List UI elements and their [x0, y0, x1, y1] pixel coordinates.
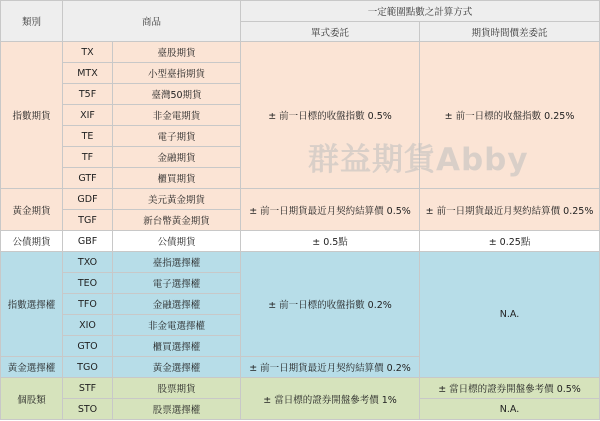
product-code: STO — [63, 399, 113, 420]
product-code: XIO — [63, 315, 113, 336]
product-code: TX — [63, 42, 113, 63]
product-name: 非金電期貨 — [113, 105, 241, 126]
calc-spread-gold-futures: ± 前一日期貨最近月契約結算價 0.25% — [420, 189, 600, 231]
calc-single-gold-futures: ± 前一日期貨最近月契約結算價 0.5% — [241, 189, 420, 231]
product-name: 金融期貨 — [113, 147, 241, 168]
product-name: 臺灣50期貨 — [113, 84, 241, 105]
header-single-order: 單式委託 — [241, 22, 420, 42]
product-name: 櫃買期貨 — [113, 168, 241, 189]
product-code: GDF — [63, 189, 113, 210]
product-code: TEO — [63, 273, 113, 294]
calc-spread-stock-options: N.A. — [420, 399, 600, 420]
product-code: TGO — [63, 357, 113, 378]
product-name: 股票選擇權 — [113, 399, 241, 420]
header-product: 商品 — [63, 1, 241, 42]
product-name: 櫃買選擇權 — [113, 336, 241, 357]
header-calc-method: 一定範圍點數之計算方式 — [241, 1, 600, 22]
product-code: STF — [63, 378, 113, 399]
product-name: 非金電選擇權 — [113, 315, 241, 336]
calc-single-index-futures: ± 前一日標的收盤指數 0.5% — [241, 42, 420, 189]
product-code: XIF — [63, 105, 113, 126]
calc-single-gold-options: ± 前一日期貨最近月契約結算價 0.2% — [241, 357, 420, 378]
category-index-options: 指數選擇權 — [1, 252, 63, 357]
category-index-futures: 指數期貨 — [1, 42, 63, 189]
product-code: TXO — [63, 252, 113, 273]
product-code: TE — [63, 126, 113, 147]
product-code: TFO — [63, 294, 113, 315]
product-code: GTO — [63, 336, 113, 357]
product-name: 股票期貨 — [113, 378, 241, 399]
calc-spread-options: N.A. — [420, 252, 600, 378]
product-name: 新台幣黃金期貨 — [113, 210, 241, 231]
product-name: 美元黃金期貨 — [113, 189, 241, 210]
product-name: 電子期貨 — [113, 126, 241, 147]
category-gold-futures: 黃金期貨 — [1, 189, 63, 231]
product-name: 金融選擇權 — [113, 294, 241, 315]
table-row — [1, 252, 600, 273]
product-code: GTF — [63, 168, 113, 189]
product-name: 小型臺指期貨 — [113, 63, 241, 84]
product-name: 公債期貨 — [113, 231, 241, 252]
table-row — [1, 231, 600, 252]
product-name: 黃金選擇權 — [113, 357, 241, 378]
table-row — [1, 42, 600, 63]
product-name: 臺指選擇權 — [113, 252, 241, 273]
watermark-text: 群益期貨Abby — [308, 142, 529, 178]
product-code: GBF — [63, 231, 113, 252]
category-bond-futures: 公債期貨 — [1, 231, 63, 252]
category-stock: 個股類 — [1, 378, 63, 420]
header-spread-order: 期貨時間價差委託 — [420, 22, 600, 42]
calc-spread-stock-futures: ± 當日標的證券開盤參考價 0.5% — [420, 378, 600, 399]
product-code: MTX — [63, 63, 113, 84]
table-row — [1, 189, 600, 210]
calc-spread-bond: ± 0.25點 — [420, 231, 600, 252]
calc-single-index-options: ± 前一日標的收盤指數 0.2% — [241, 252, 420, 357]
product-code: TF — [63, 147, 113, 168]
calc-single-bond: ± 0.5點 — [241, 231, 420, 252]
product-name: 電子選擇權 — [113, 273, 241, 294]
product-name: 臺股期貨 — [113, 42, 241, 63]
calc-spread-index-futures: ± 前一日標的收盤指數 0.25% — [420, 42, 600, 189]
table-row — [1, 378, 600, 399]
calc-single-stock: ± 當日標的證券開盤參考價 1% — [241, 378, 420, 420]
header-category: 類別 — [1, 1, 63, 42]
category-gold-options: 黃金選擇權 — [1, 357, 63, 378]
product-code: TGF — [63, 210, 113, 231]
product-code: T5F — [63, 84, 113, 105]
